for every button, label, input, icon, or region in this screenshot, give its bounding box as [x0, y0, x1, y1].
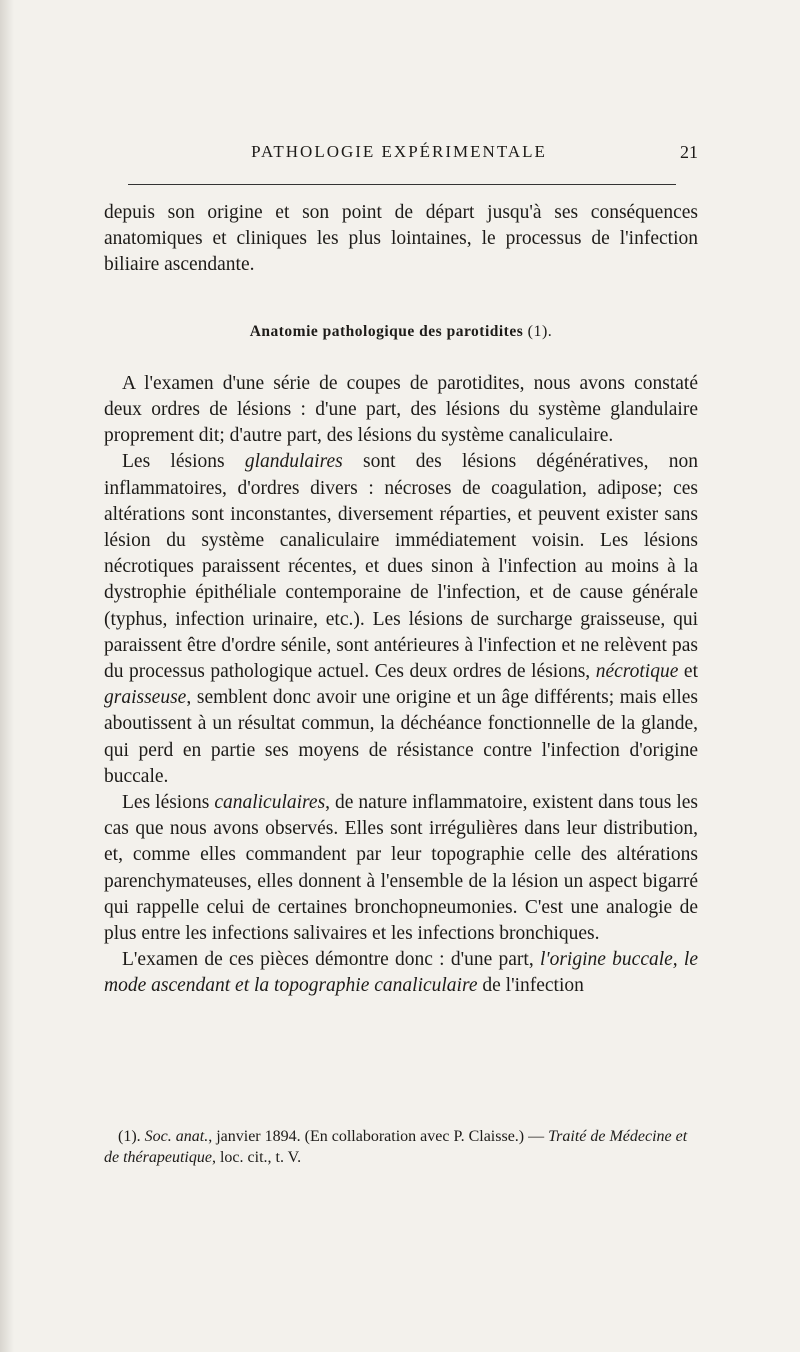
p4-italic-origine: l'origine buccale, le mode ascendant et la topographie canaliculaire: [104, 949, 698, 997]
paragraph-continuation: depuis son origine et son point de départ jusqu'à ses conséquences anatomiques et cliniques les plus lointaines, le processus de l'infection biliaire ascendante.: [104, 202, 698, 276]
paragraph-3: [104, 790, 698, 947]
paragraph-1: A l'examen d'une série de coupes de parotidites, nous avons constaté deux ordres de lésions : d'une part, des lésions du système glandulaire proprement dit; d'autre part, des lésions du système canaliculaire.: [104, 372, 698, 447]
paragraph-2: [104, 449, 698, 790]
page-edge: [0, 0, 14, 1352]
page-number: 21: [680, 142, 698, 162]
p2-part-a: Les lésions: [122, 451, 245, 473]
body-text: [104, 200, 698, 1000]
section-footnote-ref: (1).: [527, 322, 553, 340]
footnote-ref: , loc. cit., t. V.: [211, 1149, 302, 1166]
p4-part-a: L'examen de ces pièces démontre donc : d'une part,: [122, 949, 540, 971]
section-title-text: Anatomie pathologique des parotidites: [249, 322, 524, 340]
p2-part-e: et: [678, 661, 698, 683]
footnote: [104, 1126, 698, 1168]
p2-part-c: sont des lésions dégénératives, non inflammatoires, d'ordres divers : nécroses de coagulation, adipose; ces altérations sont inconstantes, diversement réparties, et peuvent exister sans lésion du système canaliculaire immédiatement voisin. Les lésions nécrotiques paraissent récentes, et dues sinon à l'infection au moins à la dystrophie épithéliale contemporaine de l'infection, et de cause générale (typhus, infection urinaire, etc.). Les lésions de surcharge graisseuse, qui paraissent être d'ordre sénile, sont antérieures à l'infection et ne relèvent pas du processus pathologique actuel. Ces deux ordres de lésions,: [104, 451, 698, 683]
p4-part-c: de l'infection: [477, 975, 584, 997]
running-head: PATHOLOGIE EXPÉRIMENTALE: [251, 142, 547, 161]
p3-part-c: , de nature inflammatoire, existent dans tous les cas que nous avons observés. Elles sont irrégulières dans leur distribution, et, comme elles commandent par leur topographie celle des altérations parenchymateuses, elles donnent à l'ensemble de la lésion un aspect bigarré qui rappelle celui de certaines bronchopneumonies. C'est une analogie de plus entre les infections salivaires et les infections bronchiques.: [104, 792, 698, 945]
footnote-date: , janvier 1894. (En collaboration avec P. Claisse.) —: [208, 1128, 549, 1145]
page-header: [100, 142, 698, 168]
p2-italic-necrotique: nécrotique: [595, 661, 679, 683]
footnote-number: (1).: [118, 1128, 145, 1145]
paragraph-4: [104, 947, 698, 999]
footnote-1: [104, 1126, 698, 1168]
p2-italic-glandulaires: glandulaires: [244, 451, 343, 473]
p3-italic-canaliculaires: canaliculaires: [214, 792, 326, 814]
p3-part-a: Les lésions: [122, 792, 215, 814]
p2-italic-graisseuse: graisseuse: [104, 687, 187, 709]
footnote-source-italic: Soc. anat.: [144, 1128, 209, 1145]
header-rule: [128, 184, 676, 185]
section-title: [104, 319, 698, 345]
p2-part-g: , semblent donc avoir une origine et un âge différents; mais elles aboutissent à un résultat commun, la déchéance fonctionnelle de la glande, qui perd en partie ses moyens de résistance contre l'infection d'origine buccale.: [104, 687, 698, 787]
footnote-title-italic: Traité de Médecine et de thérapeutique: [104, 1128, 688, 1166]
